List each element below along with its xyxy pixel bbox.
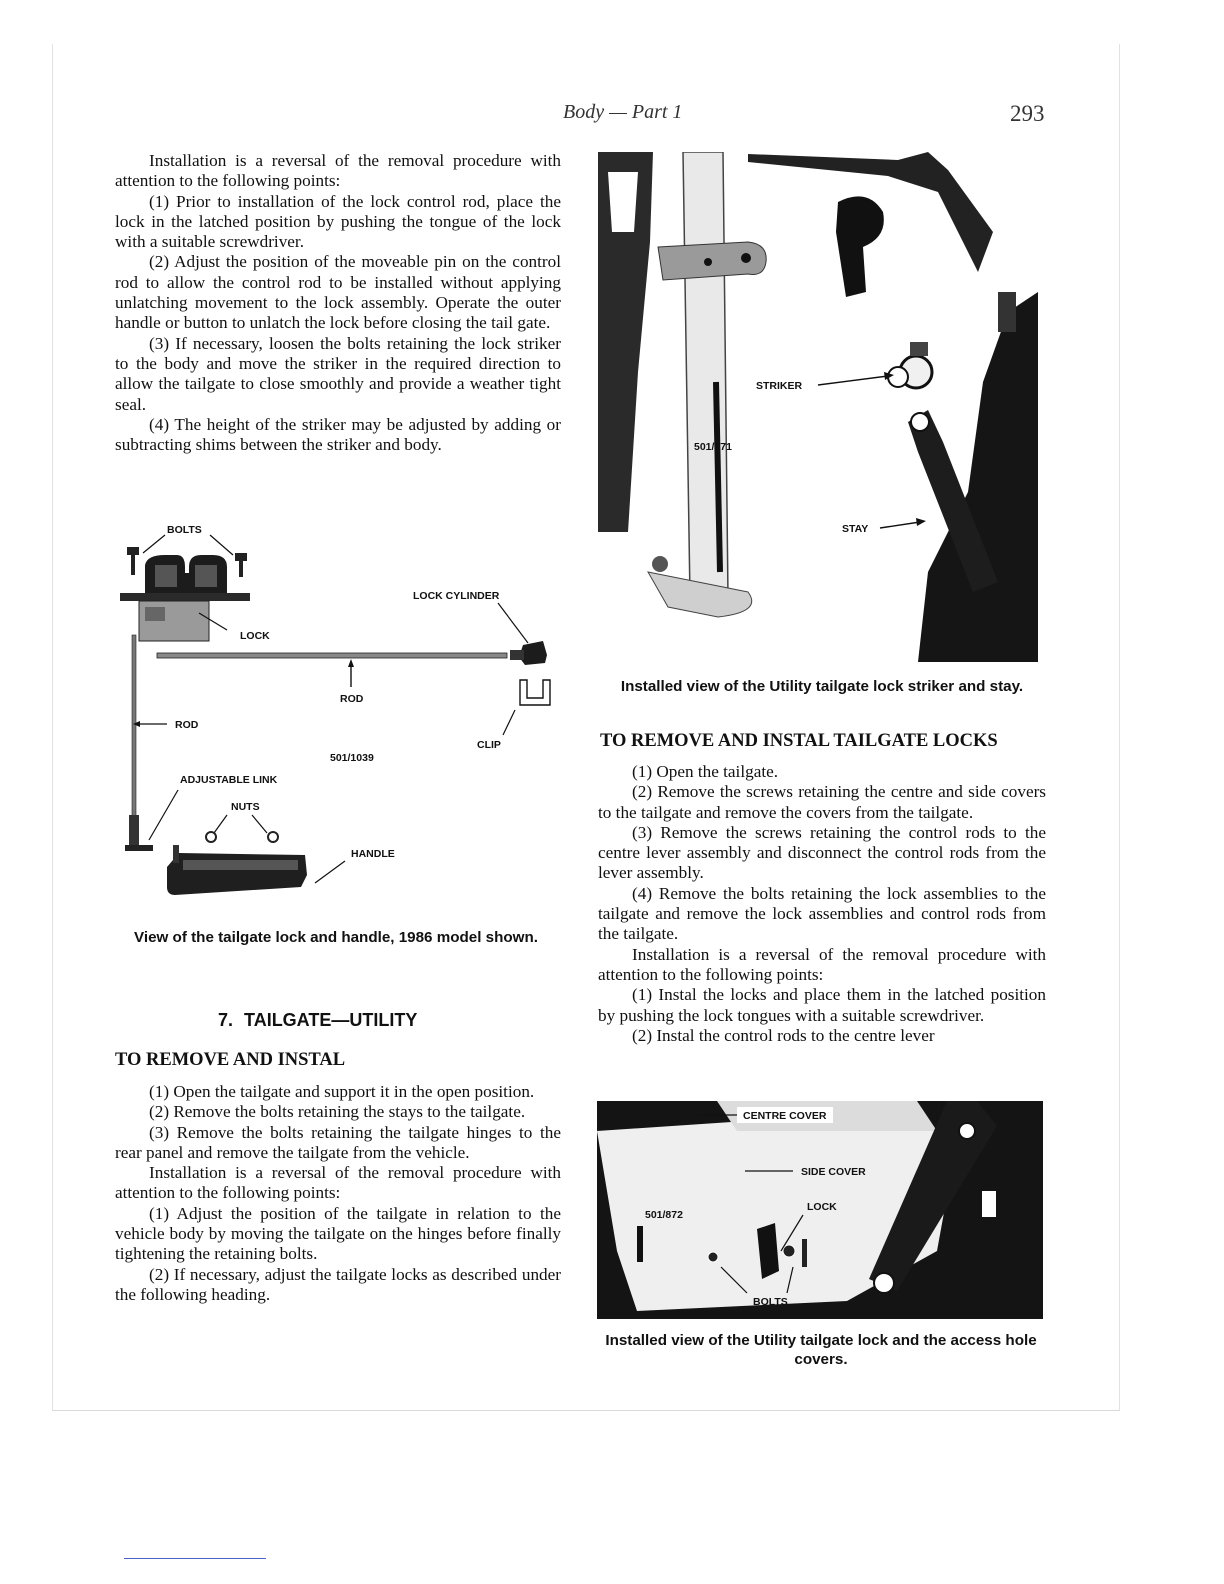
figure-lock-handle-caption: View of the tailgate lock and handle, 1986 model shown. — [134, 929, 538, 946]
striker-stay-photo — [598, 152, 1038, 662]
paragraph: (1) Open the tailgate. — [632, 762, 779, 781]
figure-ref-501-871: 501/871 — [694, 441, 732, 453]
paragraph: (2) If necessary, adjust the tailgate locks as described under the following heading. — [115, 1264, 561, 1304]
remove-instal-heading: TO REMOVE AND INSTAL — [115, 1050, 346, 1070]
figure-ref-501-872: 501/872 — [645, 1209, 683, 1221]
paragraph: (2) Instal the control rods to the centre lever — [632, 1025, 935, 1045]
remove-locks-text — [598, 762, 1046, 1046]
label-lock-cylinder: LOCK CYLINDER — [413, 590, 500, 602]
paragraph: (3) Remove the screws retaining the control rods to the centre lever assembly and disconnect the control rods from the lever assembly. — [598, 822, 1046, 883]
page-number: 293 — [1010, 101, 1045, 126]
paragraph: (4) Remove the bolts retaining the lock assemblies to the tailgate and remove the lock assemblies and control rods from the tailgate. — [598, 883, 1046, 944]
label-side-cover: SIDE COVER — [801, 1166, 866, 1178]
figure-ref-501-1039: 501/1039 — [330, 752, 374, 764]
label-lock: LOCK — [807, 1201, 837, 1213]
label-striker: STRIKER — [756, 380, 803, 392]
paragraph: (3) Remove the bolts retaining the tailgate hinges to the rear panel and remove the tailgate from the vehicle. — [115, 1122, 561, 1162]
label-lock: LOCK — [240, 630, 270, 642]
figure-striker-caption: Installed view of the Utility tailgate lock striker and stay. — [620, 678, 1024, 695]
paragraph: (2) Remove the screws retaining the centre and side covers to the tailgate and remove the covers from the tailgate. — [598, 782, 1046, 822]
label-nuts: NUTS — [231, 801, 260, 813]
paragraph: (4) The height of the striker may be adjusted by adding or subtracting shims between the striker and body. — [115, 414, 561, 455]
remove-instal-text — [115, 1082, 561, 1305]
paragraph: (2) Remove the bolts retaining the stays to the tailgate. — [149, 1102, 526, 1122]
section-title: TAILGATE—UTILITY — [244, 1010, 418, 1030]
running-title: Body — Part 1 — [563, 101, 683, 123]
label-adjustable-link: ADJUSTABLE LINK — [180, 774, 278, 786]
label-rod-left: ROD — [175, 719, 199, 731]
paragraph: Installation is a reversal of the removal procedure with attention to the following points: — [115, 151, 561, 191]
paragraph: (1) Open the tailgate and support it in the open position. — [149, 1082, 535, 1101]
label-handle: HANDLE — [351, 848, 395, 860]
section-number: 7. — [218, 1010, 234, 1030]
section-heading — [218, 1010, 417, 1031]
remove-locks-heading: TO REMOVE AND INSTAL TAILGATE LOCKS — [600, 731, 998, 751]
paragraph: Installation is a reversal of the removal procedure with attention to the following points: — [598, 944, 1046, 984]
paragraph: (1) Instal the locks and place them in the latched position by pushing the lock tongues with a suitable screwdriver. — [598, 985, 1046, 1025]
paragraph: Installation is a reversal of the removal procedure with attention to the following points: — [115, 1163, 561, 1203]
paragraph: (1) Adjust the position of the tailgate in relation to the vehicle body by moving the tailgate on the hinges before finally tightening the retaining bolts. — [115, 1203, 561, 1264]
paragraph: (2) Adjust the position of the moveable pin on the control rod to allow the control rod to be installed without applying unlatching movement to the lock assembly. Operate the outer handle or button to unlatch the lock before closing the tail gate. — [115, 252, 561, 333]
label-bolts: BOLTS — [167, 524, 202, 536]
label-stay: STAY — [842, 523, 869, 535]
label-bolts: BOLTS — [753, 1296, 788, 1308]
left-column-top-text — [115, 151, 561, 455]
tailgate-lock-handle-diagram — [115, 515, 565, 910]
label-clip: CLIP — [477, 739, 501, 751]
footer-link-underline[interactable] — [124, 1558, 266, 1559]
label-centre-cover: CENTRE COVER — [743, 1110, 827, 1122]
label-rod-center: ROD — [340, 693, 364, 705]
paragraph: (1) Prior to installation of the lock control rod, place the lock in the latched position by pushing the tongue of the lock with a suitable screwdriver. — [115, 191, 561, 252]
lock-access-covers-photo — [597, 1101, 1043, 1319]
paragraph: (3) If necessary, loosen the bolts retaining the lock striker to the body and move the striker in the required direction to allow the tailgate to close smoothly and provide a weather tight seal. — [115, 333, 561, 414]
figure-covers-caption: Installed view of the Utility tailgate lock and the access hole covers. — [605, 1332, 1037, 1368]
